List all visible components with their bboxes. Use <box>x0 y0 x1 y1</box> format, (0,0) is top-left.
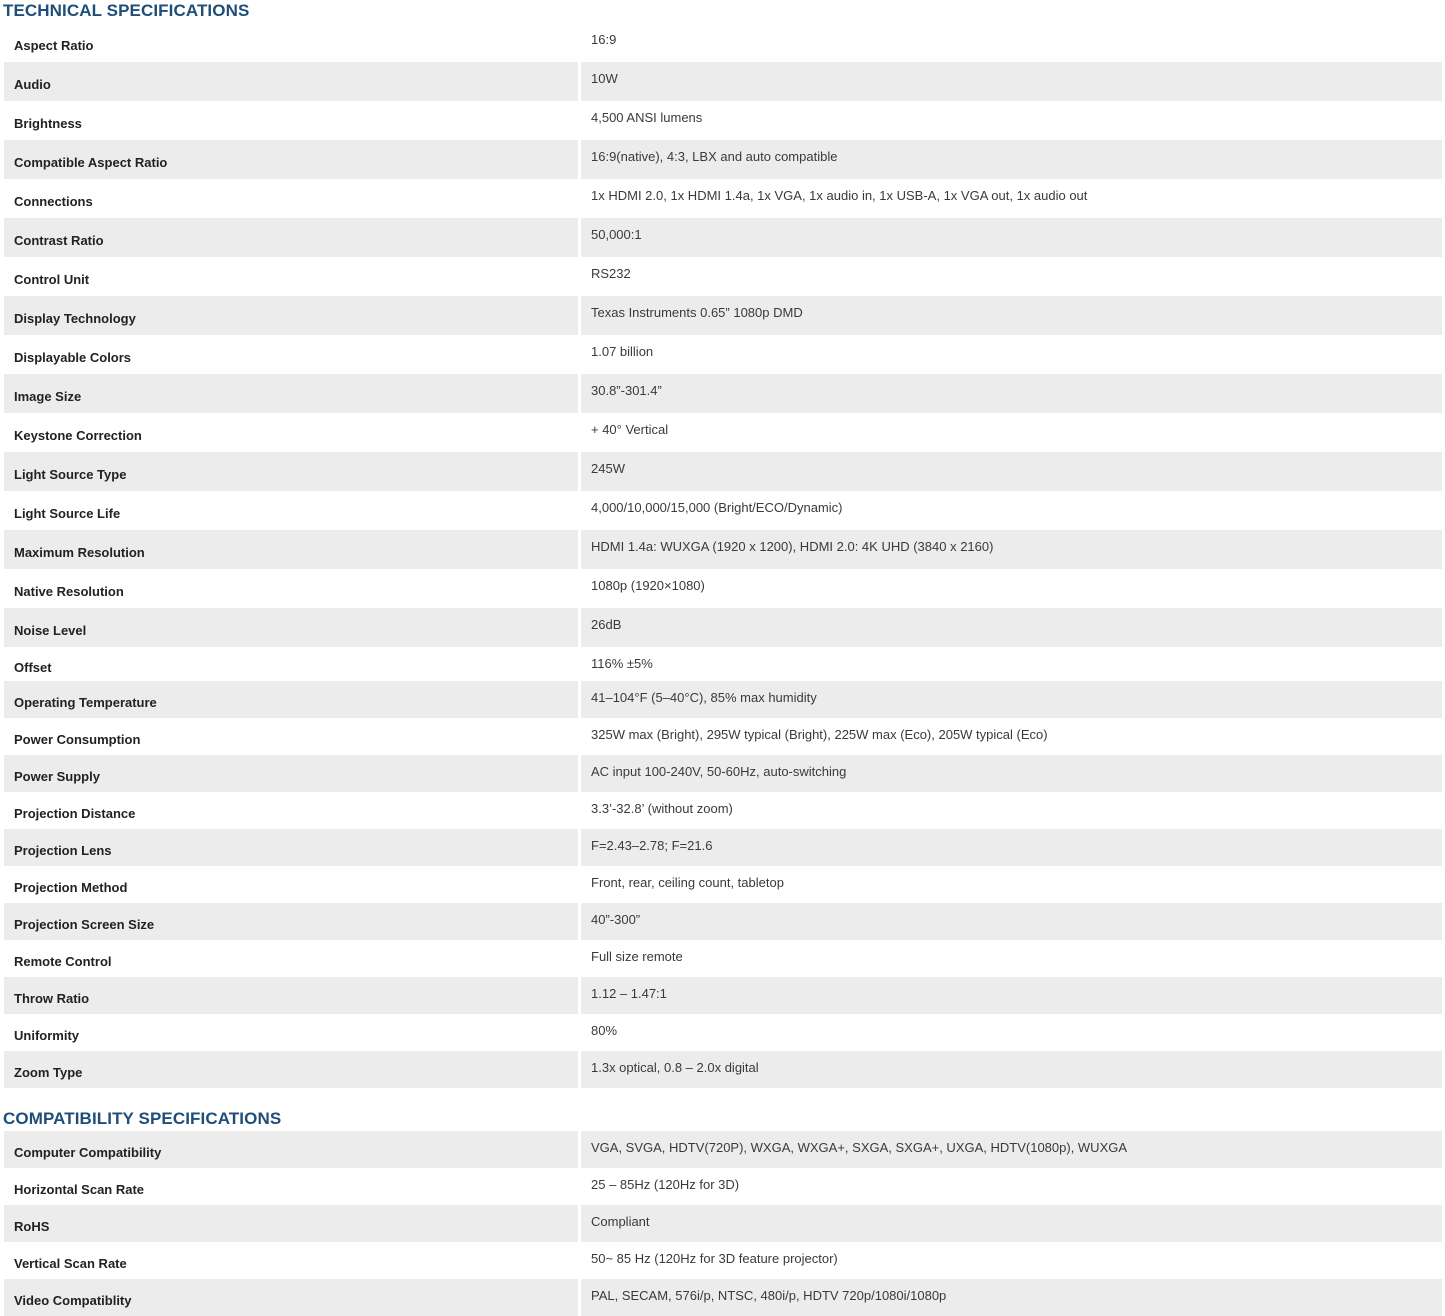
spec-row-light-source-type <box>4 452 1442 491</box>
spec-value: VGA, SVGA, HDTV(720P), WXGA, WXGA+, SXGA, SXGA+, UXGA, HDTV(1080p), WUXGA <box>581 1131 1442 1168</box>
spec-value: Compliant <box>581 1205 1442 1242</box>
spec-label: Connections <box>14 194 93 209</box>
spec-value: 16:9(native), 4:3, LBX and auto compatible <box>581 140 1442 179</box>
spec-label: Keystone Correction <box>14 428 142 443</box>
spec-row-rohs <box>4 1205 1442 1242</box>
spec-row-compatible-aspect-ratio <box>4 140 1442 179</box>
spec-label: Displayable Colors <box>14 350 132 365</box>
spec-value: 3.3’-32.8’ (without zoom) <box>591 801 733 816</box>
spec-row-aspect-ratio <box>4 23 1442 62</box>
spec-label: Video Compatiblity <box>4 1279 578 1316</box>
spec-value: Texas Instruments 0.65” 1080p DMD <box>581 296 1442 335</box>
spec-row-computer-compatibility <box>4 1131 1442 1168</box>
spec-row-projection-method <box>4 866 1442 903</box>
technical-specifications-table <box>4 23 1442 1088</box>
spec-label: Contrast Ratio <box>4 218 578 257</box>
spec-row-maximum-resolution <box>4 530 1442 569</box>
compatibility-specifications-title: COMPATIBILITY SPECIFICATIONS <box>3 1109 282 1128</box>
spec-label: RoHS <box>4 1205 578 1242</box>
spec-row-control-unit <box>4 257 1442 296</box>
spec-value: PAL, SECAM, 576i/p, NTSC, 480i/p, HDTV 720p/1080i/1080p <box>581 1279 1442 1316</box>
spec-label: Remote Control <box>14 954 112 969</box>
spec-label: Projection Method <box>14 880 128 895</box>
spec-label: Uniformity <box>14 1028 79 1043</box>
spec-label: Vertical Scan Rate <box>14 1256 127 1271</box>
spec-label: Noise Level <box>4 608 578 647</box>
spec-value: 4,500 ANSI lumens <box>591 110 703 125</box>
spec-label: Brightness <box>14 116 82 131</box>
spec-label: Offset <box>14 659 52 675</box>
spec-row-native-resolution <box>4 569 1442 608</box>
spec-label: Computer Compatibility <box>4 1131 578 1168</box>
spec-row-power-supply <box>4 755 1442 792</box>
spec-value: 80% <box>591 1023 618 1038</box>
spec-value: 1.07 billion <box>591 344 654 359</box>
spec-label: Light Source Type <box>4 452 578 491</box>
technical-specifications-title: TECHNICAL SPECIFICATIONS <box>3 1 250 20</box>
spec-label: Throw Ratio <box>4 977 578 1014</box>
spec-row-uniformity <box>4 1014 1442 1051</box>
spec-value: 40”-300” <box>581 903 1442 940</box>
spec-row-offset <box>4 647 1442 681</box>
spec-value: 1.3x optical, 0.8 – 2.0x digital <box>581 1051 1442 1088</box>
spec-label: Light Source Life <box>14 506 121 521</box>
spec-label: Projection Screen Size <box>4 903 578 940</box>
spec-row-keystone-correction <box>4 413 1442 452</box>
spec-row-operating-temperature <box>4 681 1442 718</box>
spec-value: 26dB <box>581 608 1442 647</box>
spec-label: Image Size <box>4 374 578 413</box>
spec-label: Horizontal Scan Rate <box>14 1182 145 1197</box>
spec-label: Aspect Ratio <box>14 38 94 53</box>
spec-label: Control Unit <box>14 272 90 287</box>
spec-row-display-technology <box>4 296 1442 335</box>
spec-value: 1.12 – 1.47:1 <box>581 977 1442 1014</box>
spec-value: 10W <box>581 62 1442 101</box>
spec-row-video-compatibility <box>4 1279 1442 1316</box>
spec-value: 1x HDMI 2.0, 1x HDMI 1.4a, 1x VGA, 1x audio in, 1x USB-A, 1x VGA out, 1x audio out <box>591 188 1088 203</box>
spec-value: AC input 100-240V, 50-60Hz, auto-switching <box>581 755 1442 792</box>
spec-row-projection-lens <box>4 829 1442 866</box>
spec-value: 50~ 85 Hz (120Hz for 3D feature projector) <box>591 1251 838 1266</box>
spec-value: 30.8”-301.4” <box>581 374 1442 413</box>
spec-value: F=2.43–2.78; F=21.6 <box>581 829 1442 866</box>
spec-row-displayable-colors <box>4 335 1442 374</box>
spec-row-throw-ratio <box>4 977 1442 1014</box>
spec-value: Full size remote <box>591 949 683 964</box>
spec-row-power-consumption <box>4 718 1442 755</box>
spec-label: Power Consumption <box>14 732 141 747</box>
spec-value: 325W max (Bright), 295W typical (Bright), 225W max (Eco), 205W typical (Eco) <box>591 727 1048 742</box>
spec-value: Front, rear, ceiling count, tabletop <box>591 875 784 890</box>
spec-value: 16:9 <box>591 32 617 47</box>
spec-row-projection-screen-size <box>4 903 1442 940</box>
spec-label: Audio <box>4 62 578 101</box>
spec-row-connections <box>4 179 1442 218</box>
spec-row-audio <box>4 62 1442 101</box>
spec-row-noise-level <box>4 608 1442 647</box>
spec-value: 245W <box>581 452 1442 491</box>
spec-value: 116% ±5% <box>591 656 653 671</box>
spec-row-remote-control <box>4 940 1442 977</box>
spec-label: Power Supply <box>4 755 578 792</box>
spec-value: 41–104°F (5–40°C), 85% max humidity <box>581 681 1442 718</box>
spec-value: RS232 <box>591 266 631 281</box>
spec-value: 50,000:1 <box>581 218 1442 257</box>
spec-row-image-size <box>4 374 1442 413</box>
spec-row-projection-distance <box>4 792 1442 829</box>
spec-value: + 40° Vertical <box>591 422 669 437</box>
spec-label: Display Technology <box>4 296 578 335</box>
spec-value: HDMI 1.4a: WUXGA (1920 x 1200), HDMI 2.0: 4K UHD (3840 x 2160) <box>581 530 1442 569</box>
spec-label: Operating Temperature <box>4 681 578 718</box>
spec-row-horizontal-scan-rate <box>4 1168 1442 1205</box>
spec-value: 1080p (1920×1080) <box>591 578 705 593</box>
spec-value: 4,000/10,000/15,000 (Bright/ECO/Dynamic) <box>591 500 843 515</box>
spec-row-contrast-ratio <box>4 218 1442 257</box>
spec-row-light-source-life <box>4 491 1442 530</box>
spec-row-zoom-type <box>4 1051 1442 1088</box>
spec-label: Native Resolution <box>14 584 124 599</box>
spec-label: Projection Lens <box>4 829 578 866</box>
spec-label: Compatible Aspect Ratio <box>4 140 578 179</box>
spec-value: 25 – 85Hz (120Hz for 3D) <box>591 1177 740 1192</box>
compatibility-specifications-table <box>4 1131 1442 1316</box>
spec-label: Projection Distance <box>14 806 136 821</box>
spec-label: Maximum Resolution <box>4 530 578 569</box>
spec-row-brightness <box>4 101 1442 140</box>
spec-row-vertical-scan-rate <box>4 1242 1442 1279</box>
spec-label: Zoom Type <box>4 1051 578 1088</box>
